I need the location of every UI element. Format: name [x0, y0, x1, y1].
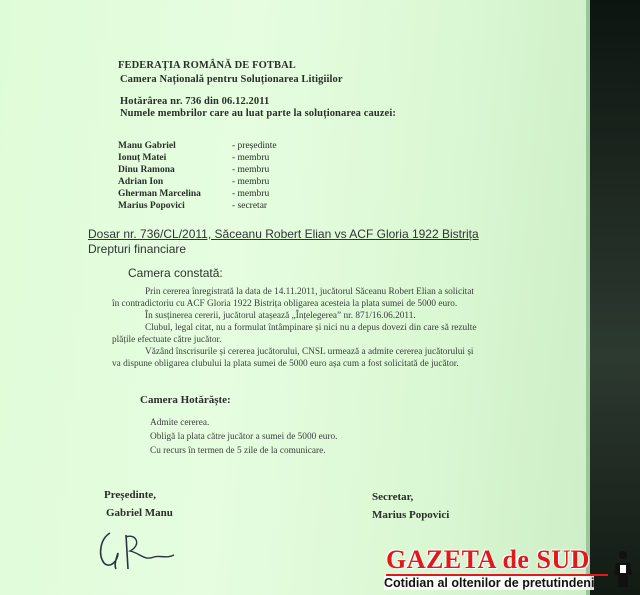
paragraph-line: plățile efectuate către jucător. — [112, 335, 222, 345]
member-name: Dinu Ramona — [118, 165, 175, 175]
handwritten-signature — [96, 525, 186, 575]
member-role: - membru — [232, 153, 270, 163]
member-role: - secretar — [232, 201, 268, 211]
secretary-title: Secretar, — [372, 491, 414, 503]
paragraph-line: Prin cererea înregistrată la data de 14.11.2011, jucătorul Săceanu Robert Elian a solicitat — [145, 287, 474, 297]
member-name: Adrian Ion — [118, 177, 164, 187]
watermark-tagline: Cotidian al oltenilor de pretutindeni — [384, 576, 595, 590]
president-title: Președinte, — [104, 489, 157, 501]
case-subject: Drepturi financiare — [88, 242, 187, 256]
paragraph-line: în contradictoriu cu ACF Gloria 1922 Bistrița obligarea acesteia la plata sumei de 5000 euro. — [112, 299, 458, 309]
member-name: Ionuț Matei — [118, 153, 167, 163]
decision-number: Hotărârea nr. 736 din 06.12.2011 — [120, 96, 270, 107]
president-name: Gabriel Manu — [106, 507, 173, 519]
member-role: - membru — [232, 189, 270, 199]
member-role: - președinte — [232, 141, 277, 151]
secretary-name: Marius Popovici — [372, 509, 450, 521]
members-intro: Numele membrilor care au luat parte la soluționarea cauzei: — [120, 108, 396, 119]
chamber-name: Camera Națională pentru Soluționarea Litigiilor — [120, 74, 343, 85]
background-surface — [590, 0, 640, 595]
federation-name: FEDERAȚIA ROMÂNĂ DE FOTBAL — [118, 60, 296, 71]
ruling-heading: Camera Hotărăște: — [140, 394, 231, 406]
figure-emblem-icon — [610, 549, 636, 589]
member-name: Manu Gabriel — [118, 141, 176, 151]
ruling-line: Obligă la plata către jucător a sumei de 5000 euro. — [150, 432, 338, 442]
paragraph-line: Clubul, legal citat, nu a formulat întâmpinare și nici nu a depus dovezi din care să rezulte — [145, 323, 477, 333]
member-role: - membru — [232, 177, 270, 187]
finds-heading: Camera constată: — [128, 266, 223, 280]
ruling-line: Cu recurs în termen de 5 zile de la comunicare. — [150, 446, 326, 456]
paragraph-line: În susținerea cererii, jucătorul atașează „Înțelegerea” nr. 871/16.06.2011. — [145, 311, 416, 321]
paragraph-line: va dispune obligarea clubului la plata sumei de 5000 euro așa cum a fost solicitată de jucător. — [112, 359, 459, 369]
member-name: Gherman Marcelina — [118, 189, 201, 199]
case-title: Dosar nr. 736/CL/2011, Săceanu Robert Elian vs ACF Gloria 1922 Bistrița — [88, 227, 479, 241]
watermark-brand: GAZETA de SUD — [386, 545, 590, 574]
ruling-line: Admite cererea. — [150, 418, 210, 428]
member-role: - membru — [232, 165, 270, 175]
paragraph-line: Văzând înscrisurile și cererea jucătorului, CNSL urmează a admite cererea jucătorului și — [145, 347, 474, 357]
member-name: Marius Popovici — [118, 201, 185, 211]
newspaper-watermark — [378, 543, 640, 595]
